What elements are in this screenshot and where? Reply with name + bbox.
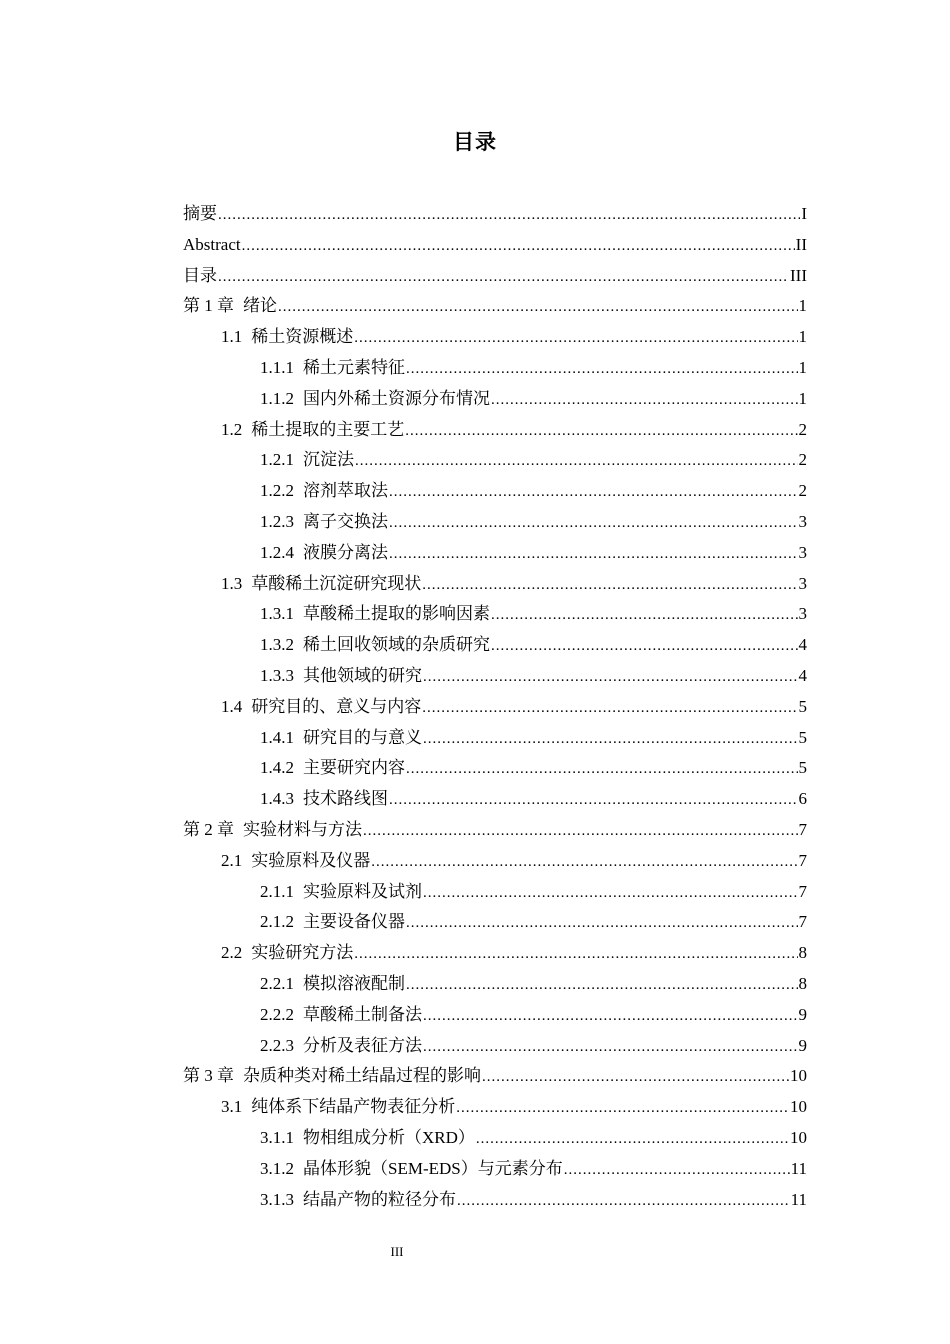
toc-entry-number: 1.4: [221, 696, 243, 716]
toc-entry[interactable]: [183, 969, 807, 1000]
toc-entry-title: 离子交换法: [303, 511, 388, 531]
toc-entry-number: 2.2.3: [260, 1035, 294, 1055]
toc-dot-leader: [389, 508, 798, 539]
toc-entry-number: 1.2: [221, 419, 243, 439]
toc-entry-number: 1.4.3: [260, 789, 294, 809]
toc-entry-number: 2.1.2: [260, 912, 294, 932]
toc-entry-title: 主要研究内容: [303, 758, 405, 778]
toc-dot-leader: [423, 662, 798, 693]
toc-entry[interactable]: [183, 692, 807, 723]
toc-entry-title: 液膜分离法: [303, 542, 388, 562]
toc-dot-leader: [389, 477, 798, 508]
page-footer-number: III: [390, 1244, 404, 1259]
toc-dot-leader: [491, 600, 798, 631]
toc-entry[interactable]: [183, 261, 807, 292]
toc-entry-number: 2.2: [221, 943, 243, 963]
toc-entry[interactable]: [183, 1092, 807, 1123]
toc-entry-number: 2.2.2: [260, 1004, 294, 1024]
toc-dot-leader: [354, 939, 797, 970]
toc-entry-number: 1.3: [221, 573, 243, 593]
toc-entry-page: 10: [790, 1097, 807, 1117]
toc-entry-page: 9: [798, 1004, 807, 1024]
toc-entry[interactable]: [183, 538, 807, 569]
toc-dot-leader: [482, 1062, 789, 1093]
toc-entry-page: 10: [790, 1066, 807, 1086]
toc-entry-number: 2.2.1: [260, 973, 294, 993]
toc-dot-leader: [405, 416, 797, 447]
toc-entry[interactable]: [183, 476, 807, 507]
toc-entry[interactable]: [183, 569, 807, 600]
toc-entry[interactable]: [183, 1031, 807, 1062]
toc-entry-title: 实验原料及试剂: [303, 881, 422, 901]
toc-entry-number: 第 1 章: [183, 296, 234, 316]
toc-dot-leader: [476, 1124, 789, 1155]
toc-dot-leader: [423, 1001, 798, 1032]
toc-entry-title: 溶剂萃取法: [303, 481, 388, 501]
toc-entry-number: 第 2 章: [183, 819, 234, 839]
toc-entry-title: 草酸稀土沉淀研究现状: [251, 573, 422, 593]
toc-entry-page: 2: [798, 450, 807, 470]
toc-entry-title: 草酸稀土制备法: [303, 1004, 422, 1024]
toc-dot-leader: [389, 539, 798, 570]
toc-entry-page: 1: [798, 357, 807, 377]
toc-entry[interactable]: [183, 291, 807, 322]
toc-entry[interactable]: [183, 445, 807, 476]
toc-entry[interactable]: [183, 661, 807, 692]
toc-dot-leader: [406, 908, 798, 939]
toc-entry-page: 3: [798, 511, 807, 531]
toc-entry-page: 2: [798, 419, 807, 439]
toc-entry-page: I: [801, 204, 807, 223]
toc-entry-title: 分析及表征方法: [303, 1035, 422, 1055]
toc-entry[interactable]: [183, 1123, 807, 1154]
toc-entry-number: 1.2.3: [260, 511, 294, 531]
toc-entry-page: 4: [798, 635, 807, 655]
toc-entry-title: Abstract: [183, 234, 241, 254]
toc-entry-number: 1.1.1: [260, 357, 294, 377]
toc-entry-page: 3: [798, 604, 807, 624]
toc-entry[interactable]: [183, 630, 807, 661]
toc-dot-leader: [218, 200, 800, 231]
toc-entry-title: 模拟溶液配制: [303, 973, 405, 993]
toc-entry-number: 2.1.1: [260, 881, 294, 901]
toc-dot-leader: [354, 323, 797, 354]
toc-entry[interactable]: [183, 907, 807, 938]
toc-entry-title: 晶体形貌（SEM-EDS）与元素分布: [303, 1158, 563, 1178]
toc-entry-page: 1: [798, 388, 807, 408]
toc-entry-number: 2.1: [221, 850, 243, 870]
toc-entry-title: 研究目的与意义: [303, 727, 422, 747]
toc-entry-page: 2: [798, 481, 807, 501]
toc-entry-title: 目录: [183, 265, 217, 285]
toc-entry[interactable]: [183, 1154, 807, 1185]
toc-entry-number: 1.2.4: [260, 542, 294, 562]
toc-entry-title: 纯体系下结晶产物表征分析: [251, 1097, 456, 1117]
toc-dot-leader: [491, 631, 798, 662]
toc-dot-leader: [423, 724, 798, 755]
toc-entry-title: 杂质种类对稀土结晶过程的影响: [243, 1066, 481, 1086]
toc-dot-leader: [491, 385, 798, 416]
toc-dot-leader: [564, 1155, 790, 1186]
toc-entry-page: 5: [798, 758, 807, 778]
toc-entry-page: 3: [798, 573, 807, 593]
toc-entry-page: 10: [790, 1127, 807, 1147]
table-of-contents: [183, 199, 807, 1215]
toc-entry-title: 国内外稀土资源分布情况: [303, 388, 490, 408]
toc-dot-leader: [218, 262, 789, 293]
toc-entry-number: 3.1.1: [260, 1127, 294, 1147]
toc-dot-leader: [371, 847, 797, 878]
toc-entry-title: 结晶产物的粒径分布: [303, 1189, 456, 1209]
toc-entry-number: 3.1.2: [260, 1158, 294, 1178]
toc-entry-title: 摘要: [183, 204, 217, 223]
toc-entry-page: 7: [798, 850, 807, 870]
toc-dot-leader: [457, 1186, 790, 1217]
toc-entry-page: 9: [798, 1035, 807, 1055]
toc-entry[interactable]: [183, 723, 807, 754]
toc-dot-leader: [423, 878, 798, 909]
toc-entry-number: 1.2.2: [260, 481, 294, 501]
toc-entry[interactable]: [183, 353, 807, 384]
toc-dot-leader: [389, 785, 798, 816]
toc-entry-page: 11: [790, 1158, 807, 1178]
toc-entry-title: 稀土回收领域的杂质研究: [303, 635, 490, 655]
toc-dot-leader: [278, 292, 798, 323]
toc-entry-page: 8: [798, 973, 807, 993]
toc-entry[interactable]: [183, 938, 807, 969]
toc-entry-page: 7: [798, 912, 807, 932]
toc-entry[interactable]: [183, 815, 807, 846]
toc-entry-title: 草酸稀土提取的影响因素: [303, 604, 490, 624]
toc-entry-number: 1.3.3: [260, 665, 294, 685]
toc-dot-leader: [363, 816, 798, 847]
toc-entry[interactable]: [183, 1061, 807, 1092]
toc-entry[interactable]: [183, 877, 807, 908]
toc-entry-title: 实验原料及仪器: [251, 850, 371, 870]
toc-entry[interactable]: [183, 384, 807, 415]
toc-entry-title: 绪论: [243, 296, 277, 316]
toc-entry-number: 1.3.1: [260, 604, 294, 624]
toc-entry-title: 研究目的、意义与内容: [251, 696, 422, 716]
toc-entry[interactable]: [183, 1185, 807, 1216]
toc-entry-title: 主要设备仪器: [303, 912, 405, 932]
toc-entry-number: 1.4.1: [260, 727, 294, 747]
toc-entry[interactable]: [183, 507, 807, 538]
toc-dot-leader: [406, 970, 798, 1001]
toc-dot-leader: [406, 354, 798, 385]
toc-dot-leader: [456, 1093, 789, 1124]
toc-entry-number: 第 3 章: [183, 1066, 234, 1086]
toc-entry-page: 11: [790, 1189, 807, 1209]
toc-entry-title: 物相组成分析（XRD）: [303, 1127, 475, 1147]
toc-entry[interactable]: [183, 784, 807, 815]
toc-entry-title: 稀土元素特征: [303, 357, 405, 377]
toc-entry[interactable]: [183, 846, 807, 877]
toc-entry[interactable]: [183, 322, 807, 353]
toc-dot-leader: [423, 1032, 798, 1063]
toc-entry[interactable]: [183, 230, 807, 261]
toc-entry-title: 沉淀法: [303, 450, 354, 470]
toc-entry-page: 8: [798, 943, 807, 963]
toc-entry-number: 3.1.3: [260, 1189, 294, 1209]
toc-entry-page: 6: [798, 789, 807, 809]
toc-dot-leader: [242, 231, 795, 262]
page-title: 目录: [453, 130, 497, 154]
toc-entry-number: 1.1.2: [260, 388, 294, 408]
toc-entry-number: 3.1: [221, 1097, 243, 1117]
toc-entry-number: 1.1: [221, 327, 243, 347]
toc-entry[interactable]: [183, 1000, 807, 1031]
toc-entry-page: 5: [798, 727, 807, 747]
toc-entry-page: 7: [798, 881, 807, 901]
toc-dot-leader: [422, 570, 797, 601]
toc-entry-page: 4: [798, 665, 807, 685]
toc-dot-leader: [422, 693, 797, 724]
toc-entry-page: III: [790, 265, 807, 285]
toc-dot-leader: [355, 446, 798, 477]
toc-dot-leader: [406, 754, 798, 785]
toc-entry-number: 1.3.2: [260, 635, 294, 655]
toc-entry-page: 7: [798, 819, 807, 839]
toc-entry-page: 1: [798, 327, 807, 347]
toc-entry-title: 技术路线图: [303, 789, 388, 809]
toc-entry-page: 3: [798, 542, 807, 562]
toc-entry-title: 稀土资源概述: [251, 327, 354, 347]
toc-entry-title: 其他领域的研究: [303, 665, 422, 685]
toc-entry-title: 实验研究方法: [251, 943, 354, 963]
toc-entry-page: II: [795, 234, 807, 254]
toc-entry-title: 稀土提取的主要工艺: [251, 419, 405, 439]
toc-entry[interactable]: [183, 199, 807, 230]
toc-entry[interactable]: [183, 415, 807, 446]
toc-entry[interactable]: [183, 753, 807, 784]
toc-entry-title: 实验材料与方法: [243, 819, 362, 839]
toc-entry-number: 1.2.1: [260, 450, 294, 470]
toc-entry[interactable]: [183, 599, 807, 630]
toc-entry-page: 5: [798, 696, 807, 716]
toc-entry-number: 1.4.2: [260, 758, 294, 778]
toc-entry-page: 1: [798, 296, 807, 316]
